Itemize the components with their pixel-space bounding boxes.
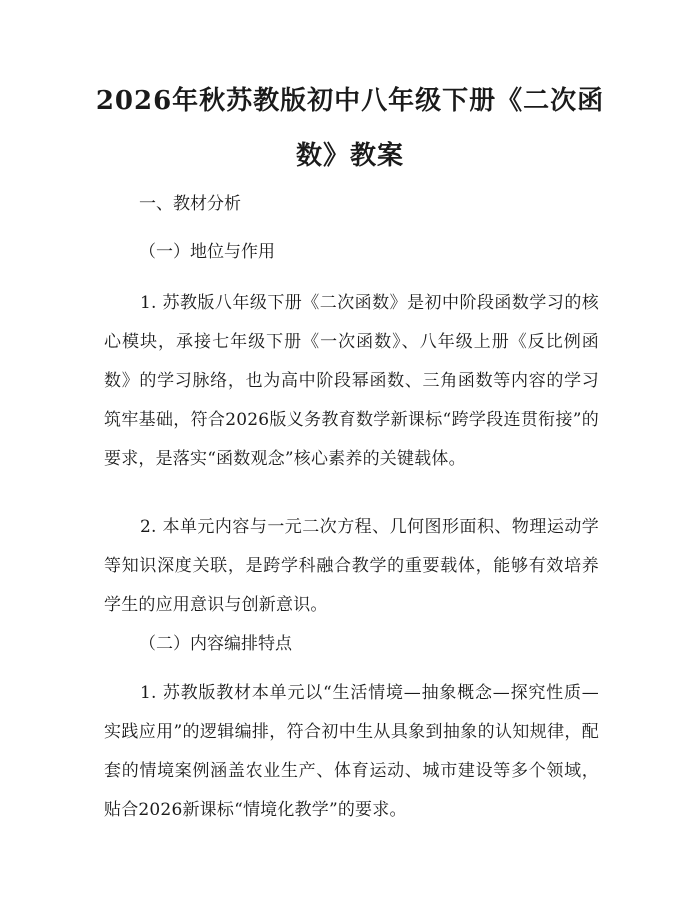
subsection-heading-position-role: （一）地位与作用 [139,242,275,262]
document-title: 2026年秋苏教版初中八年级下册《二次函数》教案 [95,86,605,171]
paragraph: 2. 本单元内容与一元二次方程、几何图形面积、物理运动学等知识深度关联，是跨学科融合教学的重要载体，能够有效培养学生的应用意识与创新意识。 [104,517,599,615]
subsection-heading-content-arrangement: （二）内容编排特点 [139,634,292,654]
section-heading-textbook-analysis: 一、教材分析 [139,194,241,214]
paragraph: 1. 苏教版教材本单元以“生活情境—抽象概念—探究性质—实践应用”的逻辑编排，符合初中生从具象到抽象的认知规律，配套的情境案例涵盖农业生产、体育运动、城市建设等多个领域，贴合2026新课标“情境化教学”的要求。 [104,683,599,820]
paragraph: 1. 苏教版八年级下册《二次函数》是初中阶段函数学习的核心模块，承接七年级下册《一次函数》、八年级上册《反比例函数》的学习脉络，也为高中阶段幂函数、三角函数等内容的学习筑牢基础，符合2026版义务教育数学新课标“跨学段连贯衔接”的要求，是落实“函数观念”核心素养的关键载体。 [104,293,599,469]
